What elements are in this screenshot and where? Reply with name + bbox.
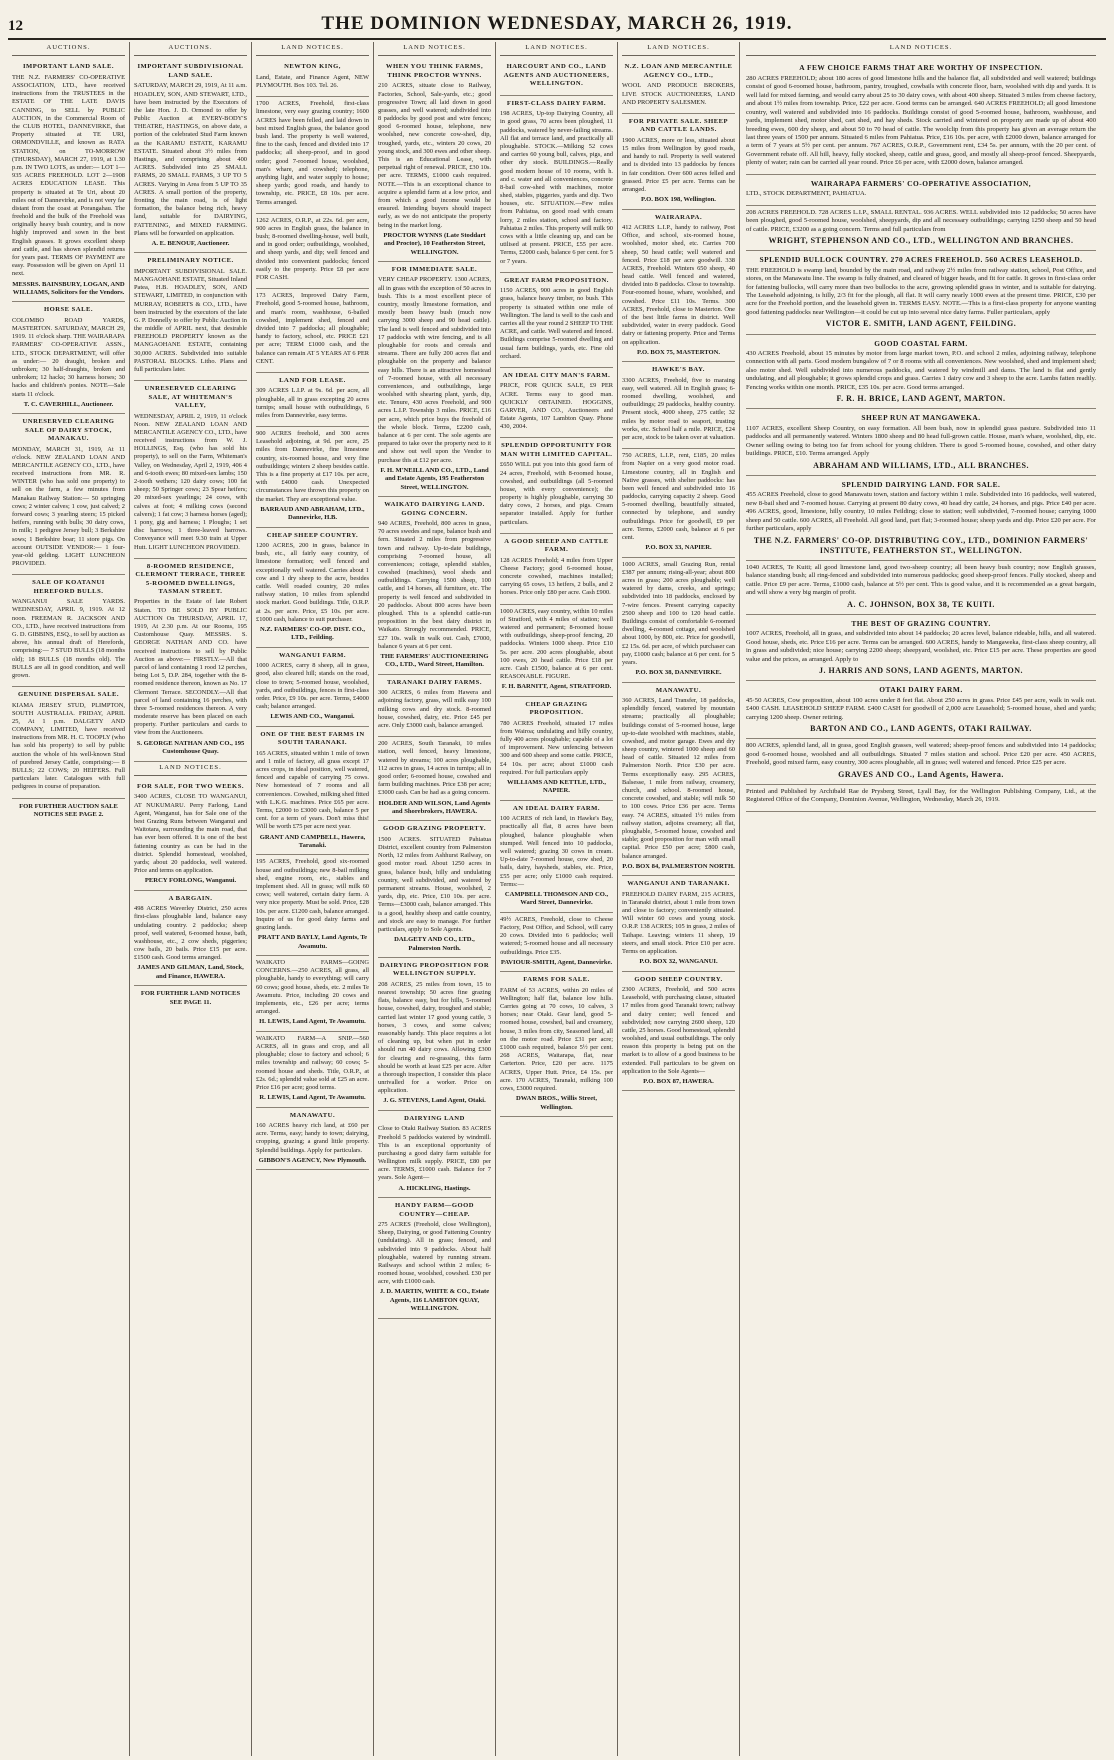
advertisement <box>256 1032 369 1108</box>
ad-heading: PRELIMINARY NOTICE. <box>147 257 234 265</box>
advertisement <box>256 648 369 727</box>
ad-body: 100 ACRES of rich land, in Hawke's Bay, practically all flat, 8 acres have been ploughed, balance ploughable when stumped. Well fenced into 10 paddocks, well watered; grazing 30 cows in cream. Up-to-date 7-roomed house, cow shed, 20 bails, dairy, haysheds, stables, etc. Price, £55 per acre; only £1000 cash required. Terms:— <box>500 815 613 888</box>
advertisement <box>256 956 369 1032</box>
advertisement <box>746 206 1096 252</box>
column-header: LAND NOTICES. <box>256 42 369 56</box>
advertisement <box>256 427 369 528</box>
advertisement <box>256 59 369 97</box>
advertisement <box>622 683 735 877</box>
ad-body: 200 ACRES, South Taranaki, 10 miles station, well fenced, heavy limestone, watered by streams; 100 acres ploughable, 112 acres in grass, 14 acres in turnips; all in good order; 6-roomed house, cowshed and farm building machines. Price £38 per acre; £3000 cash. Can be had as a going concern. <box>378 740 491 797</box>
ad-body: 210 ACRES, situate close to Railway, Factories, School, Sale-yards, etc.; good progressive Town; all laid down in good grasses, and well watered; subdivided into 8 paddocks by good post and wire fences; good 6-roomed house, telephone, new woolshed, new concrete cow-shed, dip, troughed, yards, etc., winters 20 cows, 20 young stock, and 300 ewes and other sheep. This is an Educational Lease, with perpetual right of renewal. PRICE, £30 10s. per acre. TERMS, £1000 cash required. NOTE.—This is an exceptional chance to acquire a splendid farm at a low price, and from which a good income would be ensured. Intending buyers should inspect early, as we do not anticipate the property being in the market long. <box>378 82 491 229</box>
ad-heading: GOOD COASTAL FARM. <box>874 338 968 348</box>
ad-body: 128 ACRES Freehold; 4 miles from Upper Cheese Factory; good 6-roomed house, concrete cowshed, machines installed; carrying 65 cows, 13 heifers, 2 bulls, and 2 horses. Price only £80 per acre. Cash £900. <box>500 556 613 597</box>
advertisement <box>746 739 1096 785</box>
ad-body: 275 ACRES (Freehold, close Wellington), Sheep, Dairying, or good Fattening Country (undulating). All in grass; fenced, and subdivided into 9 paddocks. About half ploughable, watered by running stream. Railways and school within 2 miles; 6-roomed house, woolshed, cowshed. £30 per acre, with £1000 cash. <box>378 1220 491 1286</box>
newspaper-title: THE DOMINION WEDNESDAY, MARCH 26, 1919. <box>321 13 793 34</box>
ad-body: 1900 ACRES, more or less, situated about 15 miles from Wellington by good roads, and handy to rail. Property is well watered and is divided into 13 paddocks by fences in fair condition. Over 600 acres felled and grassed. Price £5 per acre. Terms can be arranged. <box>622 136 735 193</box>
advertisement <box>256 289 369 373</box>
ad-signature: P.O. BOX 198, Wellington. <box>641 196 716 204</box>
ad-signature: A. C. JOHNSON, BOX 38, TE KUITI. <box>847 599 995 609</box>
ad-heading: OTAKI DAIRY FARM. <box>879 685 963 695</box>
ad-body: SATURDAY, MARCH 29, 1919, At 11 a.m. HOADLEY, SON, AND STEWART, LTD., have been instructed by the Executors of the late Hon. J. D. Ormond to offer by Public Auction at EVERY-BODY'S THEATRE, HASTINGS, on above date, a portion of the celebrated Stud Farm known as the KARAMU ESTATE, KARAMU ESTATE. Situated about 3½ miles from Hastings, and comprising about 400 ACRES. Subdivided into 25 SMALL FARMS, 20 SMALL FARMS, 3 UP TO 5 ACRES. Varying in Area from 5 UP TO 35 ACRES. A small portion of the property, fronting the main road, is of light formation, the balance being rich, heavy land, suitable for DAIRYING, FATTENING, and MIXED FARMING. Plans will be forwarded on application. <box>134 82 247 237</box>
ad-body: 280 ACRES FREEHOLD; about 180 acres of good limestone hills and the balance flat, all subdivided and well watered; buildings consist of good 6-roomed house, bathroom, pantry, troughed, cowbails with concrete floor, barn, woolshed with dip and yards. It is well laid for mixed farming, and would carry about 25 to 30 dairy cows, with about 400 sheep. Situated 3 miles from cheese factory, and about 1½ miles from township. Price, £22 per acre. Good terms can be arranged. 640 ACRES FREEHOLD; all good limestone country, well watered and subdivided into 16 paddocks. Buildings consist of good 5-roomed house, bathroom, washhouse, and yards, implement shed, motor shed, cart shed, and hay sheds. Stock carried and wintered on property are made up of about 400 breeding ewes, 600 dry sheep, and about 50 to 70 head of cattle. The woolclip from this property has given an average return the last three years of 1500 per annum. Situated 6 miles from Pahiatua. Price, £16 10s. per acre, with £2000 down, balance arranged for a term of 7 years at 5½ per cent. per annum. 767 ACRES, O.R.P., Government rent, £34 5s. per annum, with the 20 per cent. of Government rebate off. All hill, heavy, fully stocked, sheep, cattle and grass, good, and mostly all sheep-proof fenced. Sheepyards, plenty of water; rain can be carried all year round. Price £6 per acre, with £2000 down, balance arranged. <box>746 74 1096 167</box>
column-4 <box>374 42 496 1756</box>
ad-body: Properties in the Estate of late Robert Staten. TO BE SOLD BY PUBLIC AUCTION On THURSDAY, APRIL 17, 1919, At 2.30 p.m. At our Rooms, 195 Customhouse Quay. MESSRS. S. GEORGE NATHAN AND CO. have received instructions to sell by Public Auction as above:— FIRSTLY.—All that parcel of land containing 1 rood 12 perches, being Lot 5, D.P. 284, together with the 8-roomed residence thereon, known as No. 17 Clermont Terrace. SECONDLY.—All that parcel of land containing 16 perches, with three 5-roomed residences thereon. A very moderate reserve has been placed on each property. Further particulars and cards to view from the Auctioneers. <box>134 598 247 737</box>
ad-signature: GRANT AND CAMPBELL, Hawera, Taranaki. <box>259 833 366 849</box>
advertisement <box>256 373 369 427</box>
advertisement <box>378 821 491 958</box>
advertisement <box>746 476 1096 561</box>
advertisement <box>378 262 491 497</box>
ad-signature: GIBBON'S AGENCY, New Plymouth. <box>258 1156 367 1164</box>
ad-signature: BARRAUD AND ABRAHAM, LTD., Dannevirke, H.B. <box>260 505 365 522</box>
advertisement <box>256 855 369 956</box>
ad-signature: J. G. STEVENS, Land Agent, Otaki. <box>383 1097 486 1105</box>
ad-body: Printed and Published by Archibald Rae de Prysberg Street, Lyall Bay, for the Wellington Publishing Company, Ltd., at the Registered Office of the Company, Dominion Avenue, Wellington, Wednesday, March 26, 1919. <box>746 787 1096 804</box>
ad-heading: ONE OF THE BEST FARMS IN SOUTH TARANAKI. <box>260 730 365 747</box>
ad-body: 195 ACRES, Freehold, good six-roomed house and outbuildings; new 8-bail milking shed, engine room, etc., stables and implement shed. All in grass; will milk 60 cows; well watered, certain dairy farm. A very nice property. Must be sold. Price, £28 10s. per acre. £1200 cash, balance arranged. Inquire of us for good dairy farms and grazing lands. <box>256 858 369 931</box>
ad-body: 498 ACRES Waverley District, 250 acres first-class ploughable land, balance easy undulating country. 2 paddocks; sheep proof, well watered, 6-roomed house, bath, washhouse, etc., 2 cow sheds, piggeries; cow bails, 20 bails. Price £15 per acre. £1500 cash. Good terms arranged. <box>134 905 247 962</box>
ad-body: 1200 ACRES, 200 in grass, balance in bush, etc., all fairly easy country, of limestone formation; well fenced and exceptionally well watered. Carries about 1 cow and 1 dry sheep to the acre, besides cattle. Well roaded country, 20 miles railway station, 10 miles from splendid stock market. Good buildings. Title, O.R.P. at 2s. per acre. Price, £5 10s. per acre. £1000 cash, balance to suit purchaser. <box>256 542 369 623</box>
ad-body: THE FREEHOLD is swamp land, bounded by the main road, and railway 2½ miles from railway station, school, Post Office, and stores, on the Manawatu line. The swamp is fully drained, and cleared of bigger heads, and fit for cattle. It grows in first-class order for fattening bullocks, will carry more than two bullocks to the acre, growing splendid grass in winter, and is suitable for dairying. The Leasehold adjoining, is hilly, 2/3 fit for the plough, all flat. It will carry nearly 1000 ewes at the present time. PRICE, £30 per acre for the Freehold portion, and the leasehold given in. TERMS EASY. NOTE.—This is a first-class property for anyone wanting good fattening paddocks near Wellington—it could be cut up into several nice dairy farms. Fuller particulars, apply <box>746 266 1096 316</box>
advertisement <box>622 210 735 363</box>
ad-body: 940 ACRES, Freehold, 800 acres in grass, 70 acres swedes and rape, balance bush and fern. Situated 2 miles from progressive town and railway. Up-to-date buildings, comprising 7-roomed house, all conveniences; cottage, splendid stables, cowshed (machines), wool sheds and outbuildings. Carrying 1500 sheep, 100 cattle, and 14 horses, all furniture, etc. The property is well fenced and subdivided in 20 paddocks. About 800 acres have been ploughed. This is a splendid cattle-run proposition in the best dairy district in Waikato. Strongly recommended. PRICE, £27 10s. walk in walk out. Cash, £7000, balance 6 years at 6 per cent. <box>378 519 491 650</box>
ad-signature: GRAVES AND CO., Land Agents, Hawera. <box>838 769 1004 779</box>
ad-heading: WHEN YOU THINK FARMS, THINK PROCTOR WYNNS. <box>385 63 484 79</box>
ad-body: 900 ACRES freehold, and 300 acres Leasehold adjoining, at 9d. per acre, 25 miles from Dannevirke, fine limestone country, six-roomed house, and very fine outbuildings; winters 2 sheep besides cattle. This is a fine property at £17 10s. per acre, with £4000 cash. Unexpected circumstances have thrown this property on the market. They are exceptional value. <box>256 430 369 503</box>
column-7 <box>740 42 1102 1756</box>
column-2 <box>130 42 252 1756</box>
ad-body: 165 ACRES, situated within 1 mile of town and 1 mile of factory, all grass except 17 acres crops, in ideal position, well watered, fenced and capable of carrying 75 cows. New homestead of 7 rooms and all conveniences. Cowshed, milking shed fitted with L.K.G. machines. Price £65 per acre. Terms, £2000 to £3000 cash, balance 5 per cent. for a term of years. Don't miss this! Will be worth £75 per acre next year. <box>256 749 369 831</box>
ad-signature: WILLIAMS AND KETTLE, LTD., NAPIER. <box>506 778 607 795</box>
ad-heading: WANGANUI AND TARANAKI. <box>627 880 730 888</box>
ad-signature: CAMPBELL THOMSON AND CO., Ward Street, Dannevirke. <box>504 890 609 907</box>
ad-body: 1262 ACRES, O.R.P., at 22s. 6d. per acre, 900 acres in English grass, the balance in bush; 8-roomed dwelling-house, well built, and in good order; outbuildings, woolshed, and sheep yards, and dip; well fenced and divided into convenient paddocks; fenced easily to the property. Price £8 per acre FOR CASH. <box>256 216 369 281</box>
column-6 <box>618 42 740 1756</box>
ad-heading: IMPORTANT SUBDIVISIONAL LAND SALE. <box>137 63 244 79</box>
advertisement <box>378 958 491 1111</box>
advertisement <box>134 381 247 559</box>
advertisement <box>500 438 613 533</box>
ad-body: Close to Otaki Railway Station. 83 ACRES Freehold 5 paddocks watered by windmill. This is an exceptional opportunity of purchasing a good dairy farm suitable for Wellington milk supply. PRICE, £80 per acre. TERMS, £1000 cash. Balance for 7 years. Sole Agent— <box>378 1125 491 1182</box>
ad-signature: THE FARMERS' AUCTIONEERING CO., LTD., Ward Street, Hamilton. <box>380 652 489 669</box>
ad-body: IMPORTANT SUBDIVISIONAL SALE. MANGAOHANE ESTATE, Situated Inland Patea, H.B. HOADLEY, SON, AND STEWART, LIMITED, in conjunction with MURRAY, ROBERTS & CO., LTD., have been instructed by the executors of the late G. P. Donnelly to offer by Public Auction in the middle of APRIL next, that desirable FREEHOLD PROPERTY known as the MANGAOHANE ESTATE, containing 30,000 ACRES. Subdivided into suitable PASTORAL BLOCKS. Litho. Plans and full particulars later. <box>134 267 247 373</box>
ad-heading: DAIRYING LAND <box>404 1114 465 1122</box>
advertisement <box>134 253 247 381</box>
ad-signature: PERCY FORLONG, Wanganui. <box>144 877 237 885</box>
ad-heading: A FEW CHOICE FARMS THAT ARE WORTHY OF INSPECTION. <box>799 63 1043 73</box>
ad-signature: P.O. BOX 75, MASTERTON. <box>636 348 721 356</box>
ad-signature: P.O. BOX 33, NAPIER. <box>645 544 712 552</box>
ad-heading: CHEAP GRAZING PROPOSITION. <box>525 700 588 717</box>
masthead <box>8 6 1106 40</box>
ad-heading: HANDY FARM—GOOD COUNTRY—CHEAP. <box>394 1202 475 1218</box>
ad-signature: F. R. H. BRICE, LAND AGENT, MARTON. <box>836 394 1006 404</box>
ad-body: WEDNESDAY, APRIL 2, 1919, 11 o'clock Noon. NEW ZEALAND LOAN AND MERCANTILE AGENCY CO., LTD., have received instructions from W. J. HOLLINGS, Esq. (who has sold his property), to sell on the Farm, Whiteman's Valley, on Wednesday, April 2, 1919, 406 4 and 6-tooth ewes; 80 mixed-sex lambs; 150 2-tooth wethers; 120 dairy cows; 100 fat sheep; 50 Springer cows; 23 Spear heifers; 20 mixed-sex yearlings; 24 cows, with calves at foot; 4 milking cows (second calvers); 1 fat cow; 3 harness horses (aged); 1 pony, gig and harness; 1 Ploughs; 1 set disc harrows; 1 three-leaved harrows. Conveyance will meet 9.30 train at Upper Hutt. LIGHT LUNCHEON PROVIDED. <box>134 412 247 551</box>
ad-signature: PAVIOUR-SMITH, Agent, Dannevirke. <box>500 958 613 966</box>
ad-body: 1500 ACRES. SITUATED Pahiatua District, excellent country from Palmerston North, 12 miles from Ashhurst Railway, on good motor road. About 1250 acres in grass, balance bush, hilly and undulating country, well subdivided, and watered by permanent streams. House, woolshed, 2 yards, dip, etc. Price, £10 10s. per acre. Terms—£3000 cash, balance arranged. This is a good, healthy sheep and cattle country, and stock are easy to manage. For further particulars, apply to Sole Agents. <box>378 835 491 933</box>
ad-signature: MESSRS. BAINSBURY, LOGAN, AND WILLIAMS, Solicitors for the Vendors. <box>12 280 125 296</box>
ad-body: 309 ACRES L.I.P. at 9s. 6d. per acre, all ploughable, all in grass excepting 20 acres turnips; small house with outbuildings, 6 miles from Dannevirke, easy terms. <box>256 387 369 419</box>
ad-body: 1150 ACRES, 900 acres in good English grass, balance heavy timber, no bush. This property is situated within one mile of Wellington. The land is well to the cash and carries all the year round 2 SHEEP TO THE ACRE, and cattle. Well watered and fenced. Buildings comprise 5-roomed dwelling and usual farm buildings, yards, etc. Fine old orchard. <box>500 287 613 360</box>
ad-signature: PROCTOR WYNNS (Late Stoddart and Proctor), 10 Featherston Street, WELLINGTON. <box>383 231 486 256</box>
ad-body: 1000 ACRES, carry 8 sheep, all in grass, good, also cleared hill; stands on the road, close to town; 5-roomed house, woolshed, yards, and outbuildings, fences in first-class order. Price, £9 10s. per acre. Terms, £4000 cash; balance arranged. <box>256 662 369 711</box>
column-header: LAND NOTICES. <box>622 42 735 56</box>
ad-body: 412 ACRES L.I.P., handy to railway, Post Office, and school, six-roomed house, woolshed, motor shed, etc. Carries 700 sheep, 50 head cattle; well watered and fenced. Price £18 per acre goodwill. 338 ACRES, Freehold. Winters 650 sheep, 40 head cattle. Well fenced and watered, divided into 8 paddocks. Close to township. Four-roomed house, whare, woolshed, and cowshed. Price £11 10s. Terms. 300 ACRES, Freehold, close to Masterton. One of the best little farms in district. Well subdivided, water in every paddock. Good dairy or fattening property. Price and Terms on application. <box>622 223 735 346</box>
ad-signature: P.O. BOX 38, DANNEVIRKE. <box>635 669 722 677</box>
ad-heading: GREAT FARM PROPOSITION. <box>504 276 609 284</box>
ad-heading: FOR PRIVATE SALE. SHEEP AND CATTLE LANDS. <box>628 117 729 134</box>
advertisement <box>622 59 735 113</box>
advertisement <box>500 913 613 972</box>
ad-heading: SALE OF KOATANUI HEREFORD BULLS. <box>32 579 105 595</box>
ad-body: WOOL AND PRODUCE BROKERS, LIVE STOCK AUCTIONEERS, LAND AND PROPERTY SALESMEN. <box>622 82 735 106</box>
ad-body: 160 ACRES heavy rich land, at £60 per acre. Terms, easy; handy to town; dairying, cropping, grazing; a grand little property. Splendid buildings. Apply for particulars. <box>256 1121 369 1154</box>
column-footer-note: FOR FURTHER LAND NOTICES SEE PAGE 11. <box>140 990 241 1006</box>
ad-signature: HOLDER AND WILSON, Land Agents and Shorebrokers, HAWERA. <box>378 799 491 815</box>
ad-signature: S. GEORGE NATHAN AND CO., 195 Customhouse Quay. <box>136 739 245 756</box>
ad-heading: HAWKE'S BAY. <box>652 366 705 374</box>
ad-heading: DAIRYING PROPOSITION FOR WELLINGTON SUPPLY. <box>379 961 490 978</box>
ad-heading: N.Z. LOAN AND MERCANTILE AGENCY CO., LTD., <box>624 63 733 79</box>
ad-body: 45·50 ACRES, Cow proposition, about 100 acres under 8 feet flat. About 250 acres in grass. Price £45 per acre, walk in walk out. £400 CASH. LEASEHOLD SHEEP FARM. £400 CASH for goodwill of 2,000 acre Leasehold; 5-roomed house, shed and yards; carrying 1200 sheep. Owner retiring. <box>746 696 1096 721</box>
page-number: 12 <box>8 18 23 34</box>
ad-heading: NEWTON KING, <box>284 63 341 71</box>
ad-body: 208 ACRES FREEHOLD. 728 ACRES L.I.P., SMALL RENTAL. 936 ACRES. WELL subdivided into 12 paddocks; 50 acres have been ploughed, good 5-roomed house, woolshed, sheepyards, dip and all necessary outbuildings; carrying 1250 sheep and 50 head of cattle. PRICE, £3200 as a going concern. Terms and full particulars from <box>746 208 1096 233</box>
advertisement <box>746 561 1096 615</box>
advertisement <box>256 528 369 648</box>
advertisement <box>746 59 1096 174</box>
ad-heading: FARMS FOR SALE. <box>523 976 590 984</box>
ad-signature: PRATT AND BAYLY, Land Agents, Te Awamutu. <box>257 934 368 950</box>
ad-heading: CHEAP SHEEP COUNTRY. <box>266 531 359 539</box>
advertisement <box>378 1111 491 1198</box>
advertisement <box>378 497 491 675</box>
ad-signature: R. LEWIS, Land Agent, Te Awamutu. <box>259 1094 366 1102</box>
ad-heading: SHEEP RUN AT MANGAWEKA. <box>861 413 981 423</box>
section-header: LAND NOTICES. <box>134 762 247 776</box>
advertisement <box>134 559 247 762</box>
advertisement <box>500 605 613 697</box>
ad-body: 430 ACRES Freehold, about 15 minutes by motor from large market town, P.O. and school 2 miles, adjoining railway, telephone connection with all parts. Good modern bungalow of 7 or 8 rooms with all conveniences. New woolshed, shed and implement shed; also motor shed. Well subdivided into numerous paddocks, and watered by windmill and dams. The land is flat and gently undulating, and all ploughable; it grows splendid crops and grass. Carries 1 dairy cow and 3 sheep to the acre. Lambs fatten readily. Fencing works within one month. PRICE, £35 10s. per acre. Good terms arranged. <box>746 349 1096 391</box>
advertisement <box>746 251 1096 334</box>
advertisement <box>256 214 369 290</box>
ad-heading: WAIRARAPA FARMERS' CO-OPERATIVE ASSOCIATION, <box>810 178 1032 188</box>
ad-body: 2300 ACRES, Freehold, and 500 acres Leasehold, with purchasing clause, situated 17 miles from good Taranaki town; railway and dairy center; well fenced and subdivided; now carrying 2600 sheep, 120 cattle, 25 horses. Good homestead, splendid woolshed, and usual outbuildings. The only reason this property is being put on the market is to allow of a good business to be extended. Full particulars to be given on application to the Sole Agents— <box>622 985 735 1075</box>
ad-heading: GOOD GRAZING PROPERTY. <box>382 825 487 833</box>
advertisement <box>500 534 613 605</box>
advertisement <box>500 697 613 801</box>
advertisement <box>622 114 735 210</box>
ad-body: WAIKATO FARM—A SNIP.—560 ACRES, all in grass and crop, and all ploughable; close to factory and school; 6 miles township and railway; 60 cows; 5-roomed house and sheds. Title, O.R.P., at £2s. 6d.; splendid value sold at £25 an acre. Price £16 per acre; good terms. <box>256 1034 369 1091</box>
ad-heading: HORSE SALE. <box>43 306 94 314</box>
ad-body: 750 ACRES, L.I.P., rent, £185, 20 miles from Napier on a very good motor road. Limestone country, all in English and Native grasses, with shelter paddocks: has been well fenced and subdivided into 16 paddocks, carrying capacity 2 sheep. Good 5-roomed dwelling, beautifully situated, connected by telephone, and sundry outbuildings. Price for goodwill, £9 per acre. Terms, £2000 cash, balance at 6 per cent. <box>622 452 735 541</box>
ad-body: 49½ ACRES, Freehold, close to Cheese Factory, Post Office, and School, will carry 20 cows. Divided into 6 paddocks; well watered; 5-roomed house and all necessary outbuildings. Price £35. <box>500 915 613 956</box>
advertisement <box>378 737 491 821</box>
column-3 <box>252 42 374 1756</box>
ad-heading: WAIRARAPA. <box>654 213 703 221</box>
ad-body: PRICE, FOR QUICK SALE, £9 PER ACRE. Terms easy to good man. QUICKLY OBTAINED. HOGGINS, GARVER, AND CO., Auctioneers and Estate Agents, 107 Lambton Quay. Phone 430, 2004. <box>500 382 613 431</box>
column-header: AUCTIONS. <box>134 42 247 56</box>
ad-body: Land, Estate, and Finance Agent, NEW PLYMOUTH. Box 103. Tel. 26. <box>256 73 369 90</box>
ad-heading: 8-ROOMED RESIDENCE, CLERMONT TERRACE, THREE 5-ROOMED DWELLINGS, TASMAN STREET. <box>135 562 246 595</box>
ad-heading: FOR SALE, FOR TWO WEEKS. <box>136 782 245 790</box>
advertisement <box>134 59 247 253</box>
ad-signature: F. H. M'NEILL AND CO., LTD., Land and Estate Agents, 195 Featherston Street, WELLINGTON. <box>380 466 489 491</box>
ad-body: 360 ACRES, Land Transfer, 18 paddocks, splendidly fenced, watered by mountain streams; practically all ploughable; buildings consist of 5-roomed house, large up-to-date woolshed with machines, stable, cowshed, and motor garage. Ewes and dry sheep country, wintered 1000 sheep and 60 head of cattle. Situated 12 miles from Palmerston North. Price £30 per acre. Terms exceptionally easy. 295 ACRES, Balsesse, 1 mile from railway, creamery, church, and school. 8-roomed house, concrete cowshed, and stable; will milk 50 to 100 cows. Price £36 per acre. Terms easy. 74 ACRES, situated 1½ miles from railway station, adjoins creamery; all flat, ploughable, 5-roomed house, cowshed and stable; good proposition for man with small capital. Price £50 per acre; £800 cash, balance arranged. <box>622 696 735 860</box>
ad-heading: FOR IMMEDIATE SALE. <box>391 266 478 273</box>
ad-signature: P.O. BOX 87, HAWERA. <box>643 1078 714 1085</box>
advertisement <box>500 972 613 1117</box>
ad-body: 3400 ACRES, CLOSE TO WANGANUI, AT NUKUMARU. Perry Farlong, Land Agent, Wanganui, has for Sale one of the best Grazing Runs between Wanganui and Waitotara, surrounding the main road, that has ever been offered. It is one of the best fattening country as can be had in the district. Splendid homestead, woolshed, yards; about 20 paddocks, well watered. Price and terms on application. <box>134 793 247 875</box>
column-header: LAND NOTICES. <box>746 42 1096 56</box>
advertisement <box>12 302 125 414</box>
ad-signature: BARTON AND CO., LAND AGENTS, OTAKI RAILWAY. <box>810 724 1032 734</box>
ad-body: 780 ACRES Freehold, situated 17 miles from Wairoa; undulating and hilly country, fully 400 acres ploughable; capable of a lot of improvement. New unfencing between 300 and 600 sheep and some cattle. PRICE, £4 10s. per acre; about £1000 cash required. For full particulars apply <box>500 719 613 776</box>
advertisement <box>134 779 247 891</box>
ad-heading: TARANAKI DAIRY FARMS. <box>387 678 482 686</box>
ad-body: 3300 ACRES, Freehold, five to maraing easy, well watered. All in English grass; 6-roomed dwelling, woolshed, and outbuildings; 29 paddocks, healthy country. Present stock, 4000 sheep, 275 cattle; 32 miles by motor road to seaport, trusting works, etc. School half a mile. PRICE, £24 per acre, stock to be taken over at valuation. <box>622 376 735 441</box>
advertisement <box>622 362 735 449</box>
advertisement <box>622 876 735 971</box>
ad-signature: A. HICKLING, Hastings. <box>398 1184 471 1192</box>
column-header: LAND NOTICES. <box>378 42 491 56</box>
advertisement <box>256 97 369 213</box>
ad-body: COLOMBO ROAD YARDS, MASTERTON. SATURDAY, MARCH 29, 1919. 11 o'clock sharp. THE WAIRARAPA FARMERS' CO-OPERATIVE ASSN., LTD., STOCK DEPARTMENT, will offer as under:— 20 draught, broken and unbroken; 30 half-draughts, broken and unbroken; 12 hacks; 30 harness horses; 30 hacks and children's ponies. NOTE—Sale starts 11 o'clock. <box>12 316 125 398</box>
ad-body: £650 WILL put you into this good farm of 24 acres, Freehold, with 8-roomed house, cowshed, and outbuildings (all 5-roomed house, with every convenience); the property is highly ploughable, carrying 30 dairy cows, 2 horses, and pigs. Cream separator installed. Apply for further particulars. <box>500 461 613 526</box>
ad-signature: THE N.Z. FARMERS' CO-OP. DISTRIBUTING COY., LTD., DOMINION FARMERS' INSTITUTE, FEATHERSTON ST., WELLINGTON. <box>753 535 1089 555</box>
column-header: AUCTIONS. <box>12 42 125 56</box>
ad-heading: SPLENDID BULLOCK COUNTRY. 270 ACRES FREEHOLD. 560 ACRES LEASEHOLD. <box>759 255 1083 265</box>
advertisement <box>256 1108 369 1171</box>
advertisement <box>500 59 613 95</box>
ad-heading: LAND FOR LEASE. <box>279 376 346 384</box>
ad-signature: H. LEWIS, Land Agent, Te Awamutu. <box>259 1018 366 1026</box>
ad-body: 208 ACRES, 25 miles from town, 15 to nearest township; 50 acres fine grazing flats, balance easy, but for hills, 5-roomed house, cowshed, dairy, troughed and stable; carried last winter 17 good young cattle, 3 horses, 3 cows, and some calves; reasonably handy. This place requires a lot of cleaning up, but when put in order should run 40 dairy cows. Allowing £300 for clearing and re-grassing, this farm should be worth at least £25 per acre. After a thorough inspection, I consider this place unrivalled for a worker. Price on application. <box>378 980 491 1095</box>
ad-signature: JAMES AND GILMAN, Land, Stock, and Finance, HAWERA. <box>137 964 244 980</box>
ad-heading: UNRESERVED CLEARING SALE OF DAIRY STOCK, MANAKAU. <box>22 418 115 443</box>
ad-signature: T. C. CAVERHILL, Auctioneer. <box>23 400 114 408</box>
ad-body: VERY CHEAP PROPERTY. 1300 ACRES, all in grass with the exception of 50 acres in bush. This is a most excellent piece of country, mostly limestone formation, and mostly been heavy bush (much now carrying 3000 sheep and 90 head cattle). The land is well fenced and subdivided into 17 paddocks with wire fencing, and is all ploughable for roots and cereals and streams. There are fully 200 acres flat and ploughable on the property and balance easy hills. There is an attractive homestead of 7-roomed house, with all necessary conveniences, and outbuildings, large woolshed with shearing plant, yards, dip, etc. Tenure, 430 acres Freehold, and 900 acres L.I.P. Township 3 miles. PRICE, £16 per acre, which price buys the freehold of the whole block. Terms, £2200 cash, balance at 6 per cent. The sole agents are prepared to take over the property next to it and show out well upon the Vendor to purchase this at £12 per acre. <box>378 276 491 464</box>
ad-signature: LEWIS AND CO., Wanganui. <box>270 713 355 721</box>
ad-heading: FIRST-CLASS DAIRY FARM. <box>506 99 607 107</box>
advertisement <box>500 273 613 368</box>
ad-heading: UNRESERVED CLEARING SALE, AT WHITEMAN'S VALLEY, <box>144 385 237 410</box>
ad-signature: WRIGHT, STEPHENSON AND CO., LTD., WELLINGTON AND BRANCHES. <box>768 235 1074 245</box>
ad-heading: GOOD SHEEP COUNTRY. <box>634 975 723 983</box>
advertisement <box>746 785 1096 812</box>
ad-signature: P.O. BOX 32, WANGANUI. <box>639 958 718 966</box>
ad-heading: WAIKATO DAIRYING LAND. GOING CONCERN. <box>384 501 485 517</box>
ad-signature: J. HARRIS AND SONS, LAND AGENTS, MARTON. <box>818 666 1024 676</box>
ad-heading: A GOOD SHEEP AND CATTLE FARM. <box>504 537 609 554</box>
ad-signature: J. D. MARTIN, WHITE & CO., Estate Agents, 116 LAMBTON QUAY, WELLINGTON. <box>379 1288 490 1313</box>
ad-body: 1107 ACRES, excellent Sheep Country, on easy formation. All been bush, now in splendid grass pasture. Subdivided into 11 paddocks and all permanently watered. Winters 1800 sheep and 80 head full-grown cattle. House, man's whare, woolshed, dip, etc. Owner selling owing to being too far from school for young children. There is good 5-roomed house, cowshed, and other dairy buildings. PRICE, £10. Terms arranged. Apply <box>746 424 1096 458</box>
ad-body: 1040 ACRES, Te Kuiti; all good limestone land, good two-sheep country; all been heavy bush country; now English grasses, balance standing bush; all ring-fenced and subdivided into numerous paddocks; good sheep-proof fences. Fully stocked, sheep and cattle. Price £9 per acre. Terms, £1000 cash, balance at 5½ per cent. This is good value, and it is recommended as a great bargain, and will show a very big margin of profit. <box>746 563 1096 597</box>
advertisement <box>746 409 1096 475</box>
column-footer-note: FOR FURTHER AUCTION SALE NOTICES SEE PAGE 2. <box>19 802 118 818</box>
columns-container <box>8 42 1106 1756</box>
ad-body: 173 ACRES, Improved Dairy Farm, Freehold, good 5-roomed house, bathroom, and man's room, washhouse, 6-bailed cowshed, implement shed, fenced and divided into 7 paddocks; all ploughable; handy to factory, school, etc. PRICE £21 per acre; TERM £1000 cash, and the balance can remain AT 5 YEARS AT 6 PER CENT. <box>256 292 369 365</box>
advertisement <box>500 96 613 273</box>
advertisement <box>500 368 613 439</box>
ad-body: 1000 ACRES, easy country, within 10 miles of Stratford, with 4 miles of station; well watered and permanent; 8-roomed house with outbuildings, sheep-proof fencing, 20 paddocks. Winters 1000 sheep. Price £10 5s. per acre. 200 acres ploughable, about 100 ewes, 20 head cattle. Price £18 per acre. Cash £1500, balance at 6 per cent. REASONABLE. FIGURE. <box>500 607 613 681</box>
ad-heading: MANAWATU. <box>289 1111 336 1119</box>
ad-body: FREEHOLD DAIRY FARM, 215 ACRES, in Taranaki district, about 1 mile from town and close to factory; conveniently situated. Will winter 60 cows and young stock. O.R.P. 138 ACRES; 105 in grass, 2 miles of Taihape. Leaving; winters 11 sheep, 19 steers, and small stock. Price £10 per acre. Terms on application. <box>622 890 735 955</box>
ad-signature: N.Z. FARMERS' CO-OP. DIST. CO., LTD., Feilding. <box>259 625 366 642</box>
ad-signature: DALGETY AND CO., LTD., Palmerston North. <box>394 936 475 952</box>
ad-body: 1700 ACRES, Freehold, first-class limestone, very easy grazing country; 1600 ACRES have been felled, and laid down in best mixed English grass, the balance good bush land. The property is well watered, fine to the cash, fenced and divided into 17 paddocks; all sheep-proof, and in good order; good 7-roomed house, woolshed, man's whare, and cowshed; telephone, anything light, and water supply to house; sheep yards; good roads, and handy to township, etc. PRICE, £8 10s. per acre. Terms arranged. <box>256 100 369 206</box>
ad-heading: MANAWATU. <box>655 686 702 694</box>
advertisement <box>12 687 125 799</box>
ad-body: WAIKATO FARMS—GOING CONCERNS.—250 ACRES, all grass, all ploughable, handy to everything; will carry 60 cows; good house, sheds, etc. 2 miles Te Awamutu. Price, including 20 cows and implements, etc., £26 per acre; terms arranged. <box>256 959 369 1016</box>
advertisement <box>378 59 491 262</box>
ad-body: 455 ACRES Freehold, close to good Manawatu town, station and factory within 1 mile. Subdivided into 16 paddocks, well watered, new 8-bail shed and 7-roomed house. Carrying at present 80 dairy cows, 40 head dry cattle, 24 horses, and pigs. Price £40 per acre. 496 ACRES, good, limestone, hilly country, 10 miles Feilding; close to station; well subdivided, 7-roomed house; carrying 1000 sheep and 50 cattle. 600 ACRES, all Freehold. All good land, part flat; 3-roomed house; sheep yards and dip. Price £20 per acre. For further particulars, apply <box>746 491 1096 533</box>
ad-heading: THE BEST OF GRAZING COUNTRY. <box>851 618 991 628</box>
ad-signature: F. H. BARNITT, Agent, STRATFORD. <box>501 683 612 691</box>
advertisement <box>746 615 1096 681</box>
ad-heading: AN IDEAL CITY MAN'S FARM. <box>502 371 611 379</box>
ad-heading: GENUINE DISPERSAL SALE. <box>17 691 120 699</box>
ad-heading: HARCOURT AND CO., LAND AGENTS AND AUCTIONEERS, WELLINGTON. <box>503 63 610 88</box>
ad-body: 1000 ACRES, small Grazing Run, rental £387 per annum; rising-all-year; about 800 acres in grass; 200 acres ploughable; well watered by dams, creeks, and springs; subdivided into 18 paddocks, enclosed by 7-wire fences. Present carrying capacity 2500 sheep and 100 to 120 head cattle. Buildings consist of comfortable 6-roomed dwelling, 4-roomed cottage, and woolshed about 1000, by 800, etc. Price for goodwill, £2 15s. 6d. per acre, of which purchaser can pay, £1000 cash; balance at 6 per cent. for 5 years. <box>622 560 735 666</box>
ad-signature: ABRAHAM AND WILLIAMS, LTD., ALL BRANCHES. <box>813 460 1029 470</box>
advertisement <box>378 675 491 737</box>
ad-body: WANGANUI SALE YARDS. WEDNESDAY, APRIL 9, 1919. At 12 noon. FREEMAN R. JACKSON AND CO., LTD., have received instructions from G. D. GIBBINS, ESQ., to sell by auction as above, his annual draft of Herefords, comprising:— 7 STUD BULLS (18 months old); 18 BULLS (18 months old). The BULLS are all in good condition, and well grown. <box>12 598 125 679</box>
ad-body: THE N.Z. FARMERS' CO-OPERATIVE ASSOCIATION, LTD., have received instructions from the TRUSTEES in the ESTATE OF THE LATE DAVIS CANNING, to SELL by PUBLIC AUCTION, in the Commercial Room of the CLUB HOTEL, DANNEVIRKE, that Property situated at TE URI, ORMONDVILLE, and known as RATA STATION, on TO-MORROW (THURSDAY), MARCH 27, 1919, at 1.30 p.m. IN TWO LOTS, as under:— LOT 1—935 ACRES FREEHOLD. LOT 2—1908 ACRES EDUCATION LEASE. This property is situated at Te Uri, about 20 miles out of Dannevirke, and is not very far distant from the coast at Porangahau. The freehold and the bulk of the Freehold was originally heavy bush country, and is now highly improved and sown in the best English grasses. It grows excellent sheep and cattle, and has shown splendid returns for years past. TERMS OF PAYMENT are easy. Possession will be given on April 11 next. <box>12 73 125 278</box>
advertisement <box>12 575 125 687</box>
ad-body: KIAMA JERSEY STUD, PLIMPTON, SOUTH AUSTRALIA. FRIDAY, APRIL 25, At 1 p.m. DALGETY AND COMPANY, LIMITED, have received instructions from MR. H. C. TOOPLY (who has sold his property) to sell by public auction the whole of his well-known Stud of purebred Jersey Cattle, comprising:— 8 BULLS; 22 COWS; 20 HEIFERS. Full particulars later. Catalogues with full pedigrees in course of preparation. <box>12 701 125 791</box>
ad-heading: A BARGAIN. <box>168 894 213 902</box>
advertisement <box>12 59 125 302</box>
advertisement <box>746 681 1096 739</box>
advertisement <box>12 414 125 575</box>
ad-body: 800 ACRES, splendid land, all in grass, good English grasses, well watered; sheep-proof fences and subdivided into 14 paddocks; good 6-roomed house, woolshed and all outbuildings. Situated 7 miles station and school. Price £20 per acre. 450 ACRES, Freehold, good mixed farm, easy country, 300 acres ploughable, all in grass; well watered and fenced. Price £25 per acre. <box>746 742 1096 767</box>
ad-body: 198 ACRES, Up-top Dairying Country, all in good grass, 70 acres been ploughed, 11 paddocks, watered by never-failing streams. All flat and terrace land, and practically all ploughable. STOCK.—Milking 52 cows and carries 60 young bull, calves, pigs, and other dry stock. BUILDINGS.—Really good modern house of 10 rooms, with h. and c. water and all conveniences, concrete 8-bail cow-shed with machines, motor shed, stables, piggeries, yards and dip. Two houses, etc. SITUATION.—Few miles from Pahiatua, on good road with cream lorry, 2 miles station, school and factory. Pahiatua 2 miles. This property will milk 90 cows with a little cleaning up, and can be utilised at present. PRICE, £55 per acre. Terms, £2000 cash, balance 6 per cent. for 5 or 7 years. <box>500 110 613 265</box>
ad-signature: DWAN BROS., Willis Street, Wellington. <box>516 1095 597 1111</box>
ad-body: MONDAY, MARCH 31, 1919, At 11 o'clock. NEW ZEALAND LOAN AND MERCANTILE AGENCY CO., LTD., have received instructions from MR. R. WINTER (who has sold one property) to sell on the farm, a few minutes from Manakau Railway Station:— 50 springing cows; 2 winter calves; 1 cow, just calved; 2 forward cows; 3 yearling steers; 15 picked heifers, running with bulls; 30 dairy cows, in milk; 1 pedigree Jersey bull; 3 Berkshire sows; 1 Berkshire boar; 11 store pigs. On account OUTSIDE VENDOR:— 1 four-year-old gelding. LIGHT LUNCHEON PROVIDED. <box>12 445 125 568</box>
ad-heading: SPLENDID OPPORTUNITY FOR MAN WITH LIMITED CAPITAL. <box>500 442 613 458</box>
advertisement <box>746 175 1096 206</box>
ad-heading: IMPORTANT LAND SALE. <box>22 63 115 71</box>
ad-heading: WANGANUI FARM. <box>279 651 346 659</box>
advertisement <box>378 1198 491 1319</box>
advertisement <box>622 558 735 683</box>
ad-heading: AN IDEAL DAIRY FARM. <box>512 804 601 812</box>
column-header: LAND NOTICES. <box>500 42 613 56</box>
ad-signature: VICTOR E. SMITH, LAND AGENT, FEILDING. <box>825 319 1017 329</box>
advertisement <box>622 449 735 558</box>
ad-body: 300 ACRES, 6 miles from Hawera and adjoining factory, grass, will milk easy 100 milking cows and dry stock. 8-roomed house, cowshed, dairy, etc. Price £45 per acre. Only £3000 cash, balance arranged. <box>378 689 491 729</box>
advertisement <box>134 891 247 987</box>
ad-signature: P.O. BOX 84, PALMERSTON NORTH. <box>622 862 735 870</box>
column-5 <box>496 42 618 1756</box>
advertisement <box>500 801 613 913</box>
ad-body: LTD., STOCK DEPARTMENT, PAHIATUA. <box>746 190 867 198</box>
ad-body: 1007 ACRES, Freehold, all in grass, and subdivided into about 14 paddocks; 20 acres level, balance rideable, hills, and all watered. Good house, sheds, etc. Price £16 per acre. Terms can be arranged. 600 ACRES, handy to Mangaweka, first-class sheep country, all in grass and subdivided; nice house; carrying 2200 sheep; sheepyard, woolshed, etc. Price £15 per acre. These properties are good value and the prices, as arranged. Apply to <box>746 630 1096 663</box>
column-1 <box>8 42 130 1756</box>
advertisement <box>256 727 369 856</box>
advertisement <box>746 335 1096 410</box>
ad-body: FARM of 53 ACRES, within 20 miles of Wellington; half flat, balance low hills. Carries going at 70 cows, 10 calves, 3 horses; near Otaki. Gear land, good 5-roomed house, cowshed, bail and creamery, house, 3 miles from city, Seasoned land, all on the motor road. Price £31 per acre; £1000 cash required, balance 5½ per cent. 268 ACRES, Waitarapa, flat, near Carterton. Price, £20 per acre. 1175 ACRES, Upper Hutt. Price, £4 15s. per acre. 170 ACRES, Taranaki, milking 100 cows, £3000 required. <box>500 986 613 1092</box>
ad-signature: A. E. BENOUF, Auctioneer. <box>151 239 230 247</box>
advertisement <box>622 972 735 1092</box>
ad-heading: SPLENDID DAIRYING LAND. FOR SALE. <box>841 479 1001 489</box>
